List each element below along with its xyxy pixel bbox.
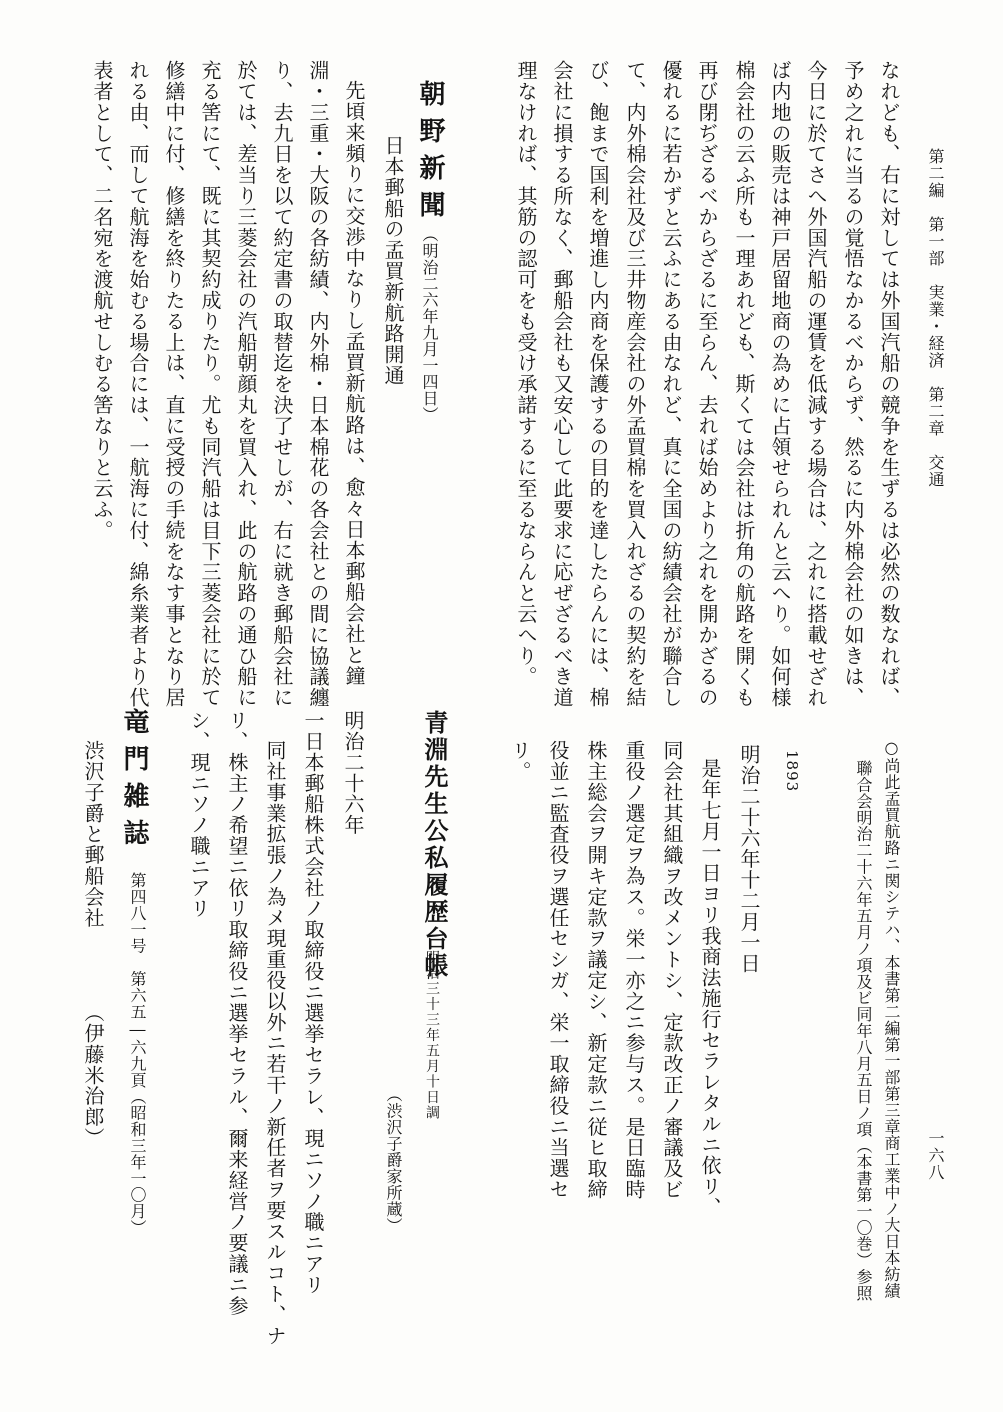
year-arabic: 1893: [783, 750, 801, 793]
source-date: （明治二六年九月一四日）: [420, 226, 439, 423]
entry-line: 重役ノ選定ヲ為ス。栄一亦之ニ参与ス。是日臨時: [622, 740, 646, 1200]
source3-heading: 渋沢子爵と郵船会社: [81, 740, 105, 929]
source3-author: （伊藤米治郎）: [81, 1002, 105, 1149]
date-heading: 明治二十六年十二月一日: [737, 744, 761, 974]
body-line: び、飽まで国利を増進し内商を保護するの目的を達したらんには、棉: [586, 60, 610, 708]
page-number: 一六八: [926, 1130, 945, 1181]
source2-year: 明治二十六年: [341, 710, 365, 836]
entry-line: 株主総会ヲ開キ定款ヲ議定シ、新定款ニ従ヒ取締: [584, 740, 608, 1200]
note-line: 聯合会明治二十六年五月ノ項及ビ同年八月五日ノ項（本書第一〇巻）参照: [854, 760, 873, 1302]
article-line: れる由、而して航海を始むる場合には、一航海に付、綿糸業者より代: [126, 60, 150, 708]
article-line: 充る筈にて、既に其契約成りたり。尤も同汽船は目下三菱会社に於て: [198, 60, 222, 708]
body-line: なれども、右に対しては外国汽船の競争を生ずるは必然の数なれば、: [877, 60, 901, 708]
running-title: 第二編 第一部 実業・経済 第二章 交通: [926, 148, 945, 488]
body-line: ば内地の販売は神戸居留地商の為めに占領せられんと云へり。如何様: [768, 60, 792, 708]
source3-title: 竜門雑誌: [119, 708, 149, 856]
source2-line: シ、現ニソノ職ニアリ: [187, 710, 211, 919]
body-line: 理なければ、其筋の認可をも受け承諾するに至るならんと云へり。: [514, 60, 538, 687]
source2-owner: （渋沢子爵家所蔵）: [384, 1086, 403, 1234]
body-line: 会社に損する所なく、郵船会社も又安心して此要求に応ぜざるべき道: [550, 60, 574, 708]
body-line: て、内外棉会社及び三井物産会社の外孟買棉を買入れざるの契約を結: [623, 60, 647, 708]
note-line: ○尚此孟買航路ニ関シテハ、本書第二編第一部第三章商工業中ノ大日本紡績: [882, 738, 901, 1299]
entry-line: リ。: [508, 740, 532, 782]
article-line: 於ては、差当り三菱会社の汽船朝顔丸を買入れ、此の航路の通ひ船に: [234, 60, 258, 708]
article-line: 先頃来頻りに交渉中なりし孟買新航路は、愈々日本郵船会社と鐘: [342, 80, 366, 687]
entry-line: 役並ニ監査役ヲ選任セシガ、栄一取締役ニ当選セ: [546, 740, 570, 1200]
article-line: 修繕中に付、修繕を終りたる上は、直に受授の手続をなす事となり居: [162, 60, 186, 708]
entry-line: 是年七月一日ヨリ我商法施行セラレタルニ依リ、: [698, 758, 722, 1218]
body-line: 棉会社の云ふ所も一理あれども、斯くては会社は折角の航路を開くも: [732, 60, 756, 708]
body-line: 再び閉ぢざるべからざるに至らん、去れば始めより之れを開かざるの: [695, 60, 719, 708]
article-line: 淵・三重・大阪の各紡績、内外棉・日本棉花の各会社との間に協議纏: [306, 60, 330, 708]
body-line: 今日に於てさへ外国汽船の運賃を低減する場合は、之れに搭載せざれ: [804, 60, 828, 708]
article-line: り、去九日を以て約定書の取替迄を決了せしが、右に就き郵船会社に: [270, 60, 294, 708]
source2-title: 青淵先生公私履歴台帳: [420, 710, 449, 980]
source2-date: 明治三十三年五月十日調: [424, 950, 440, 1121]
source-title: 朝野新聞: [415, 80, 445, 228]
source2-line: 同社事業拡張ノ為メ現重役以外ニ若干ノ新任者ヲ要スルコト、ナ: [263, 740, 287, 1347]
body-line: 優れるに若かずと云ふにある由なれど、真に全国の紡績会社が聯合し: [659, 60, 683, 708]
article-line: 表者として、二名宛を渡航せしむる筈なりと云ふ。: [90, 60, 114, 541]
article-heading: 日本郵船の孟買新航路開通: [381, 135, 405, 386]
source2-line: 一日本郵船株式会社ノ取締役ニ選挙セラレ、現ニソノ職ニアリ: [301, 710, 325, 1296]
source2-line: リ、株主ノ希望ニ依リ取締役ニ選挙セラル、爾来経営ノ要議ニ参: [225, 710, 249, 1317]
entry-line: 同会社其組織ヲ改メントシ、定款改正ノ審議及ビ: [660, 740, 684, 1200]
body-line: 予め之れに当るの覚悟なかるべからず、然るに内外棉会社の如きは、: [841, 60, 865, 708]
source3-issue: 第四八一号 第六五―六九頁（昭和三年一〇月）: [128, 872, 147, 1236]
